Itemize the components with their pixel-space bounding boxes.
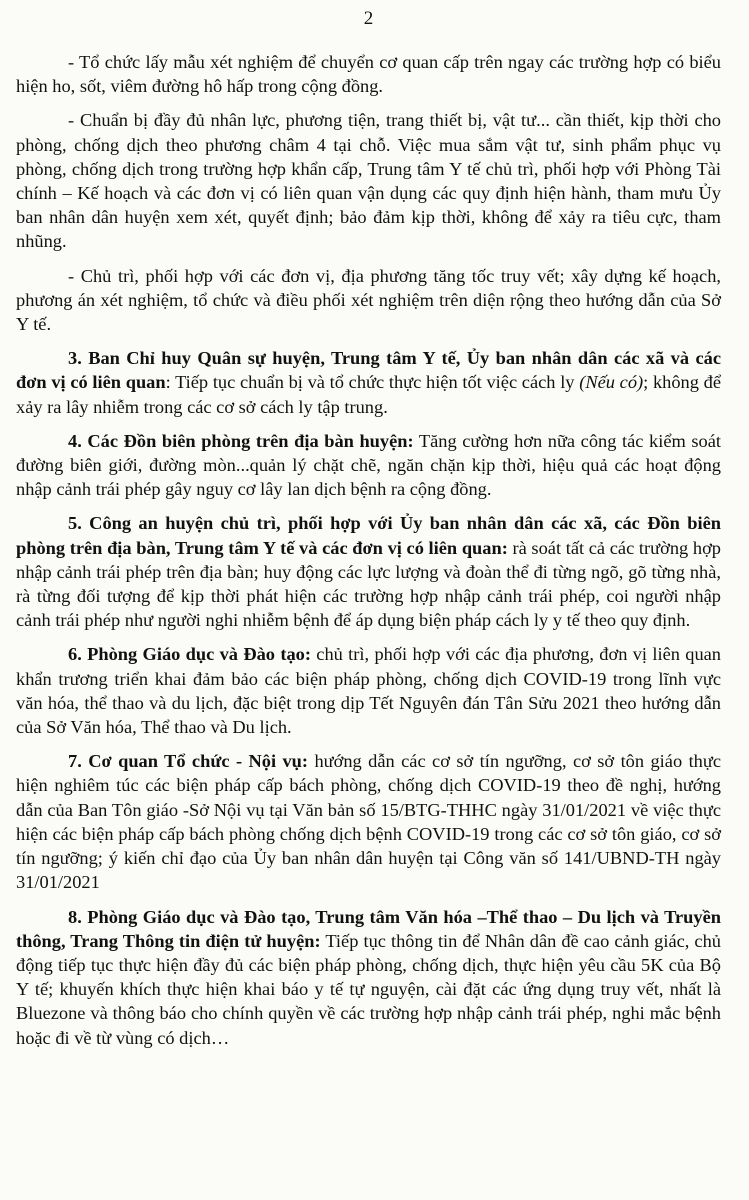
section-6-text: chủ trì, phối hợp với các địa phương, đơn vị liên quan khẩn trương triển khai đảm bảo các biện pháp phòng, chống dịch COVID-19 trong lĩnh vực văn hóa, thể thao và du lịch, đặc biệt trong dịp Tết Nguyên đán Tân Sửu 2021 theo hướng dẫn của Sở Văn hóa, Thể thao và Du lịch. <box>16 644 721 738</box>
section-7-text: hướng dẫn các cơ sở tín ngưỡng, cơ sở tôn giáo thực hiện nghiêm túc các biện pháp cấp bách phòng, chống dịch COVID-19 theo đề nghị, hướng dẫn của Ban Tôn giáo -Sở Nội vụ tại Văn bản số 15/BTG-THHC ngày 31/01/2021 về việc thực hiện các biện pháp cấp bách phòng chống dịch bệnh COVID-19 trong các cơ sở tôn giáo, cơ sở tín ngưỡng; ý kiến chỉ đạo của Ủy ban nhân dân huyện tại Công văn số 141/UBND-TH ngày 31/01/2021 <box>16 751 722 893</box>
paragraph-tracing: - Chủ trì, phối hợp với các đơn vị, địa phương tăng tốc truy vết; xây dựng kế hoạch, phương án xét nghiệm, tổ chức và điều phối xét nghiệm trên diện rộng theo hướng dẫn của Sở Y tế. <box>16 265 721 335</box>
section-5-police <box>16 511 721 632</box>
section-8-text: Tiếp tục thông tin để Nhân dân đề cao cảnh giác, chủ động tiếp tục thực hiện đầy đủ các biện pháp phòng, chống dịch, thực hiện yêu cầu 5K của Bộ Y tế; khuyến khích thực hiện khai báo y tế tự nguyện, cài đặt các ứng dụng truy vết, nhất là Bluezone và thông báo cho chính quyền về các trường hợp nhập cảnh trái phép, nghi mắc bệnh hoặc đi về từ vùng có dịch… <box>16 930 721 1048</box>
section-4-border-posts <box>16 429 721 502</box>
section-6-education <box>16 642 721 739</box>
section-8-communications <box>16 905 721 1050</box>
page-number: 2 <box>363 8 374 29</box>
section-3-text-b: ; không để xảy ra lây nhiễm trong các cơ sở cách ly tập trung. <box>16 372 721 417</box>
section-7-heading: 7. Cơ quan Tổ chức - Nội vụ: <box>68 751 309 772</box>
section-6-heading: 6. Phòng Giáo dục và Đào tạo: <box>68 644 311 665</box>
section-3-text-a: : Tiếp tục chuẩn bị và tổ chức thực hiện tốt việc cách ly <box>165 372 580 393</box>
section-3-heading: 3. Ban Chỉ huy Quân sự huyện, Trung tâm Y tế, Ủy ban nhân dân các xã và các đơn vị có liên quan <box>16 348 721 393</box>
section-5-heading: 5. Công an huyện chủ trì, phối hợp với Ủy ban nhân dân các xã, các Đồn biên phòng trên địa bàn, Trung tâm Y tế và các đơn vị có liên quan: <box>16 513 721 558</box>
section-3-italic-note: (Nếu có) <box>579 372 644 393</box>
section-7-organization-affairs <box>16 749 721 894</box>
section-5-text: rà soát tất cả các trường hợp nhập cảnh trái phép trên địa bàn; huy động các lực lượng và đoàn thể đi từng ngõ, gõ từng nhà, rà từng đối tượng để kịp thời phát hiện các trường hợp nhập cảnh trái phép, coi người nhập cảnh trái phép như người nghi nhiễm bệnh để áp dụng biện pháp cách ly y tế theo quy định. <box>16 537 721 631</box>
section-4-heading: 4. Các Đồn biên phòng trên địa bàn huyện: <box>68 430 414 451</box>
section-4-text: Tăng cường hơn nữa công tác kiểm soát đường biên giới, đường mòn...quản lý chặt chẽ, ngăn chặn kịp thời, hiệu quả các hoạt động nhập cảnh trái phép gây nguy cơ lây lan dịch bệnh ra cộng đồng. <box>16 430 721 500</box>
paragraph-resources: - Chuẩn bị đầy đủ nhân lực, phương tiện, trang thiết bị, vật tư... cần thiết, kịp thời cho phòng, chống dịch theo phương châm 4 tại chỗ. Việc mua sắm vật tư, sinh phẩm phục vụ phòng, chống dịch trong trường hợp khẩn cấp, Trung tâm Y tế chủ trì, phối hợp với Phòng Tài chính – Kế hoạch và các đơn vị có liên quan vận dụng các quy định hiện hành, tham mưu Ủy ban nhân dân huyện xem xét, quyết định; bảo đảm kịp thời, không để xảy ra tiêu cực, tham nhũng. <box>16 110 721 252</box>
paragraph-sampling: - Tổ chức lấy mẫu xét nghiệm để chuyển cơ quan cấp trên ngay các trường hợp có biểu hiện ho, sốt, viêm đường hô hấp trong cộng đồng. <box>16 52 721 97</box>
section-3-military-health <box>16 346 721 419</box>
section-8-heading: 8. Phòng Giáo dục và Đào tạo, Trung tâm Văn hóa –Thể thao – Du lịch và Truyền thông, Trang Thông tin điện tử huyện: <box>16 906 721 951</box>
